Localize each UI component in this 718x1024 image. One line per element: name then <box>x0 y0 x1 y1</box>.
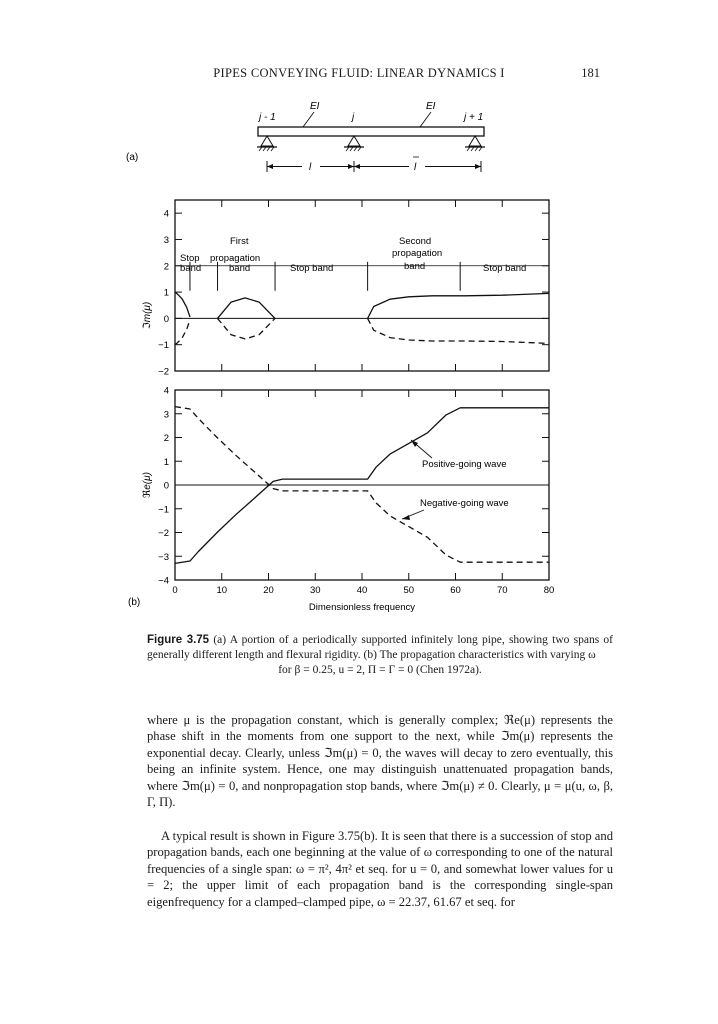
band-label-second-prop-line1: Second <box>399 236 432 247</box>
re-series-positive-going-wave <box>175 408 549 564</box>
im-ytick-label: 1 <box>163 287 169 299</box>
figure-caption-label: Figure 3.75 <box>147 634 210 646</box>
re-ytick-label: 4 <box>163 385 169 397</box>
figure-a-panel-label: (a) <box>126 152 139 163</box>
re-xtick-label: 0 <box>172 585 178 596</box>
re-xtick-label: 10 <box>216 585 228 596</box>
body-paragraph-1-text: where μ is the propagation constant, which is generally complex; ℜe(μ) represents the phase shift in the moments from one support to the next, while ℑm(μ) represents the exponential decay. Clearly, unless ℑm(μ) = 0, the waves will decay to zero eventually, this being an infinite system. Hence, one may distinguish unattenuated propagation bands, where ℑm(μ) = 0, and nonpropagation stop bands, where ℑm(μ) ≠ 0. Clearly, μ = μ(u, ω, β, Γ, Π). <box>147 713 613 810</box>
re-ytick-label: −1 <box>158 504 169 516</box>
im-ytick-label: 0 <box>163 313 169 325</box>
support-left <box>257 136 277 151</box>
re-ytick-label: −4 <box>158 575 169 587</box>
figure-caption-last-line: for β = 0.25, u = 2, Π = Γ = 0 (Chen 1972a). <box>278 664 482 676</box>
body-paragraph-2-text: A typical result is shown in Figure 3.75(b). It is seen that there is a succession of stop and propagation bands, each one beginning at the value of ω corresponding to one of the natural frequencies of a single span: ω = π², 4π² et seq. for u = 0, and somewhat lower values for u = 2; the upper limit of each propagation band is the corresponding single-span eigenfrequency for a clamped–clamped pipe, ω = 22.37, 61.67 et seq. for <box>147 829 613 909</box>
im-ytick-label: 2 <box>163 261 169 273</box>
figure-caption <box>147 633 613 678</box>
re-xtick-label: 20 <box>263 585 274 596</box>
rigidity-leader-right <box>420 112 431 127</box>
band-label-stop-1-line1: Stop <box>180 253 200 264</box>
im-ytick-label: 4 <box>163 208 169 220</box>
re-xtick-label: 50 <box>403 585 415 596</box>
re-xtick-label: 30 <box>309 585 321 596</box>
im-ytick-label: −2 <box>158 366 169 378</box>
annotation-positive-wave: Positive-going wave <box>422 459 507 470</box>
span-label-right: l <box>414 162 417 173</box>
im-ytick-label: −1 <box>158 340 169 352</box>
body-paragraph-1 <box>147 712 613 810</box>
re-ytick-label: 1 <box>163 456 169 468</box>
figure-caption-text: (a) A portion of a periodically supported infinitely long pipe, showing two spans of generally different length and flexural rigidity. (b) The propagation characteristics with varying ω <box>147 634 614 661</box>
im-series-stop-band-1-lower <box>175 320 190 345</box>
im-series-stop-band-2-lower <box>218 318 276 339</box>
band-label-stop-2: Stop band <box>290 263 334 274</box>
rigidity-label-right: EI <box>426 101 436 112</box>
re-ytick-label: −2 <box>158 528 169 539</box>
re-xtick-label: 60 <box>450 585 461 596</box>
re-xtick-label: 80 <box>543 585 555 596</box>
support-mid <box>344 136 364 151</box>
rigidity-label-left: EI <box>310 101 320 112</box>
re-x-axis-label: Dimensionless frequency <box>308 602 416 613</box>
im-ytick-label: 3 <box>163 234 169 246</box>
running-head: PIPES CONVEYING FLUID: LINEAR DYNAMICS I <box>213 66 505 80</box>
band-label-stop-3: Stop band <box>483 263 527 274</box>
node-label-mid: j <box>352 112 355 123</box>
im-series-stop-band-2-upper <box>218 298 276 319</box>
re-y-axis-label: ℜe(μ) <box>142 472 153 498</box>
re-ytick-label: 0 <box>163 480 169 492</box>
im-series-stop-band-3-upper <box>368 293 549 318</box>
re-ytick-label: 3 <box>163 409 169 421</box>
rigidity-leader-left <box>303 112 314 127</box>
band-label-second-prop-line3: band <box>404 261 426 272</box>
im-plot-frame <box>175 200 549 371</box>
node-label-left: j - 1 <box>259 112 276 123</box>
re-xtick-label: 70 <box>496 585 508 596</box>
figure-b-panel-label: (b) <box>128 597 141 608</box>
span-label-left: l <box>309 162 312 173</box>
support-right <box>465 136 485 151</box>
body-paragraph-2 <box>147 828 613 910</box>
re-xtick-label: 40 <box>356 585 368 596</box>
im-series-stop-band-1-upper <box>175 292 190 317</box>
band-label-first-prop-line2: propagation <box>210 253 261 264</box>
figure-b-chart <box>0 190 718 630</box>
band-label-stop-1-line2: band <box>180 263 202 274</box>
band-label-first-prop-line1: First <box>230 236 249 247</box>
annotation-negative-wave: Negative-going wave <box>420 498 509 509</box>
re-series-negative-going-wave <box>175 407 549 563</box>
im-series-stop-band-3-lower <box>368 318 549 343</box>
re-ytick-label: −3 <box>158 551 169 563</box>
page-number: 181 <box>581 66 600 80</box>
band-label-first-prop-line3: band <box>229 263 251 274</box>
re-ytick-label: 2 <box>163 433 169 444</box>
im-y-axis-label: ℑm(μ) <box>142 301 153 330</box>
band-label-second-prop-line2: propagation <box>392 248 443 259</box>
node-label-right: j + 1 <box>464 112 484 123</box>
pipe-body <box>258 127 484 136</box>
figure-a-pipe-diagram <box>0 0 718 200</box>
